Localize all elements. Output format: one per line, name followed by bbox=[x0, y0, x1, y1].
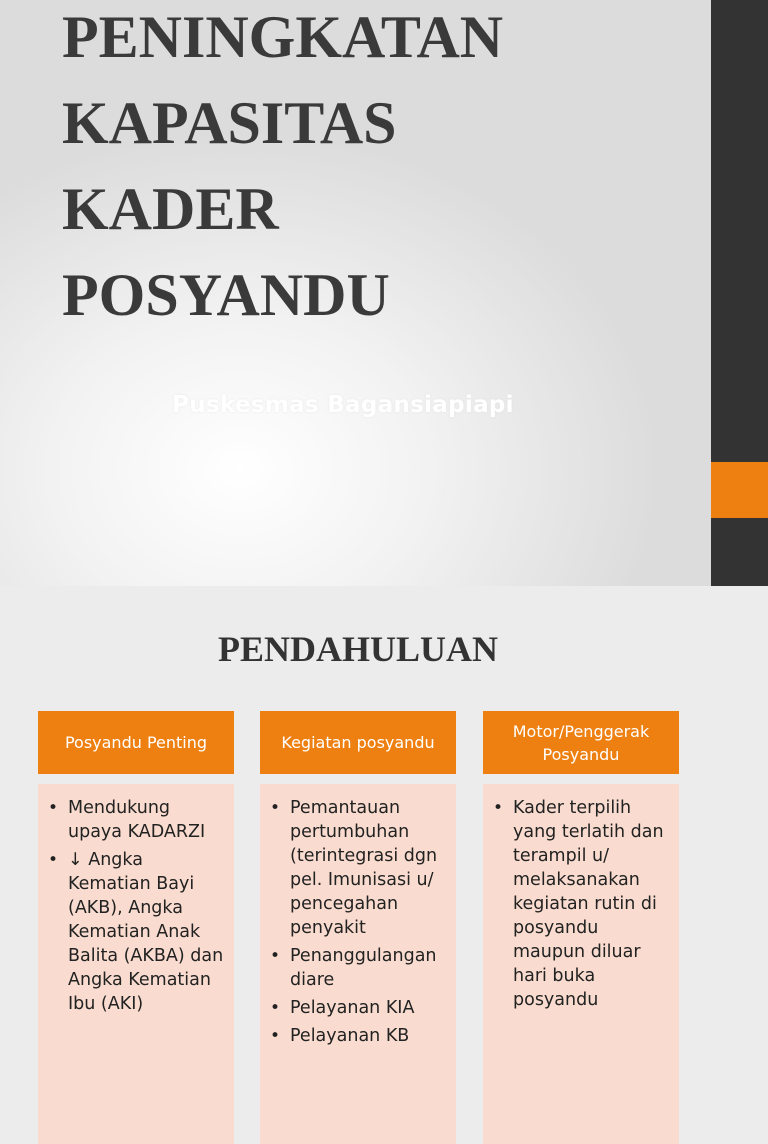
title-line: KADER bbox=[62, 176, 279, 242]
slide-title bbox=[62, 0, 702, 338]
column-header: Posyandu Penting bbox=[38, 711, 234, 774]
column-header: Motor/Penggerak Posyandu bbox=[483, 711, 679, 774]
column-header: Kegiatan posyandu bbox=[260, 711, 456, 774]
bullet-item: • Pelayanan KB bbox=[268, 1024, 446, 1048]
title-line: PENINGKATAN bbox=[62, 4, 504, 70]
bullet-item: • ↓ Angka Kematian Bayi (AKB), Angka Kematian Anak Balita (AKBA) dan Angka Kematian Ibu (AKI) bbox=[46, 848, 224, 1016]
column-posyandu-penting bbox=[38, 711, 234, 1144]
column-kegiatan-posyandu bbox=[260, 711, 456, 1144]
title-line: POSYANDU bbox=[62, 262, 390, 328]
column-body bbox=[260, 784, 456, 1144]
slide-subtitle: Puskesmas Bagansiapiapi bbox=[172, 392, 514, 418]
bullet-item: • Pemantauan pertumbuhan (terintegrasi dgn pel. Imunisasi u/ pencegahan penyakit bbox=[268, 796, 446, 940]
section-heading: PENDAHULUAN bbox=[217, 629, 498, 669]
title-line: KAPASITAS bbox=[62, 90, 397, 156]
bullet-item: • Pelayanan KIA bbox=[268, 996, 446, 1020]
column-body bbox=[38, 784, 234, 1144]
bullet-list bbox=[268, 796, 446, 1048]
column-motor-penggerak bbox=[483, 711, 679, 1144]
bullet-item: • Penanggulangan diare bbox=[268, 944, 446, 992]
bullet-item: • Mendukung upaya KADARZI bbox=[46, 796, 224, 844]
bullet-list bbox=[491, 796, 669, 1012]
bullet-list bbox=[46, 796, 224, 1016]
bullet-item: • Kader terpilih yang terlatih dan terampil u/ melaksanakan kegiatan rutin di posyandu maupun diluar hari buka posyandu bbox=[491, 796, 669, 1012]
content-slide bbox=[0, 586, 768, 1046]
column-body bbox=[483, 784, 679, 1144]
side-accent-block bbox=[711, 462, 768, 518]
